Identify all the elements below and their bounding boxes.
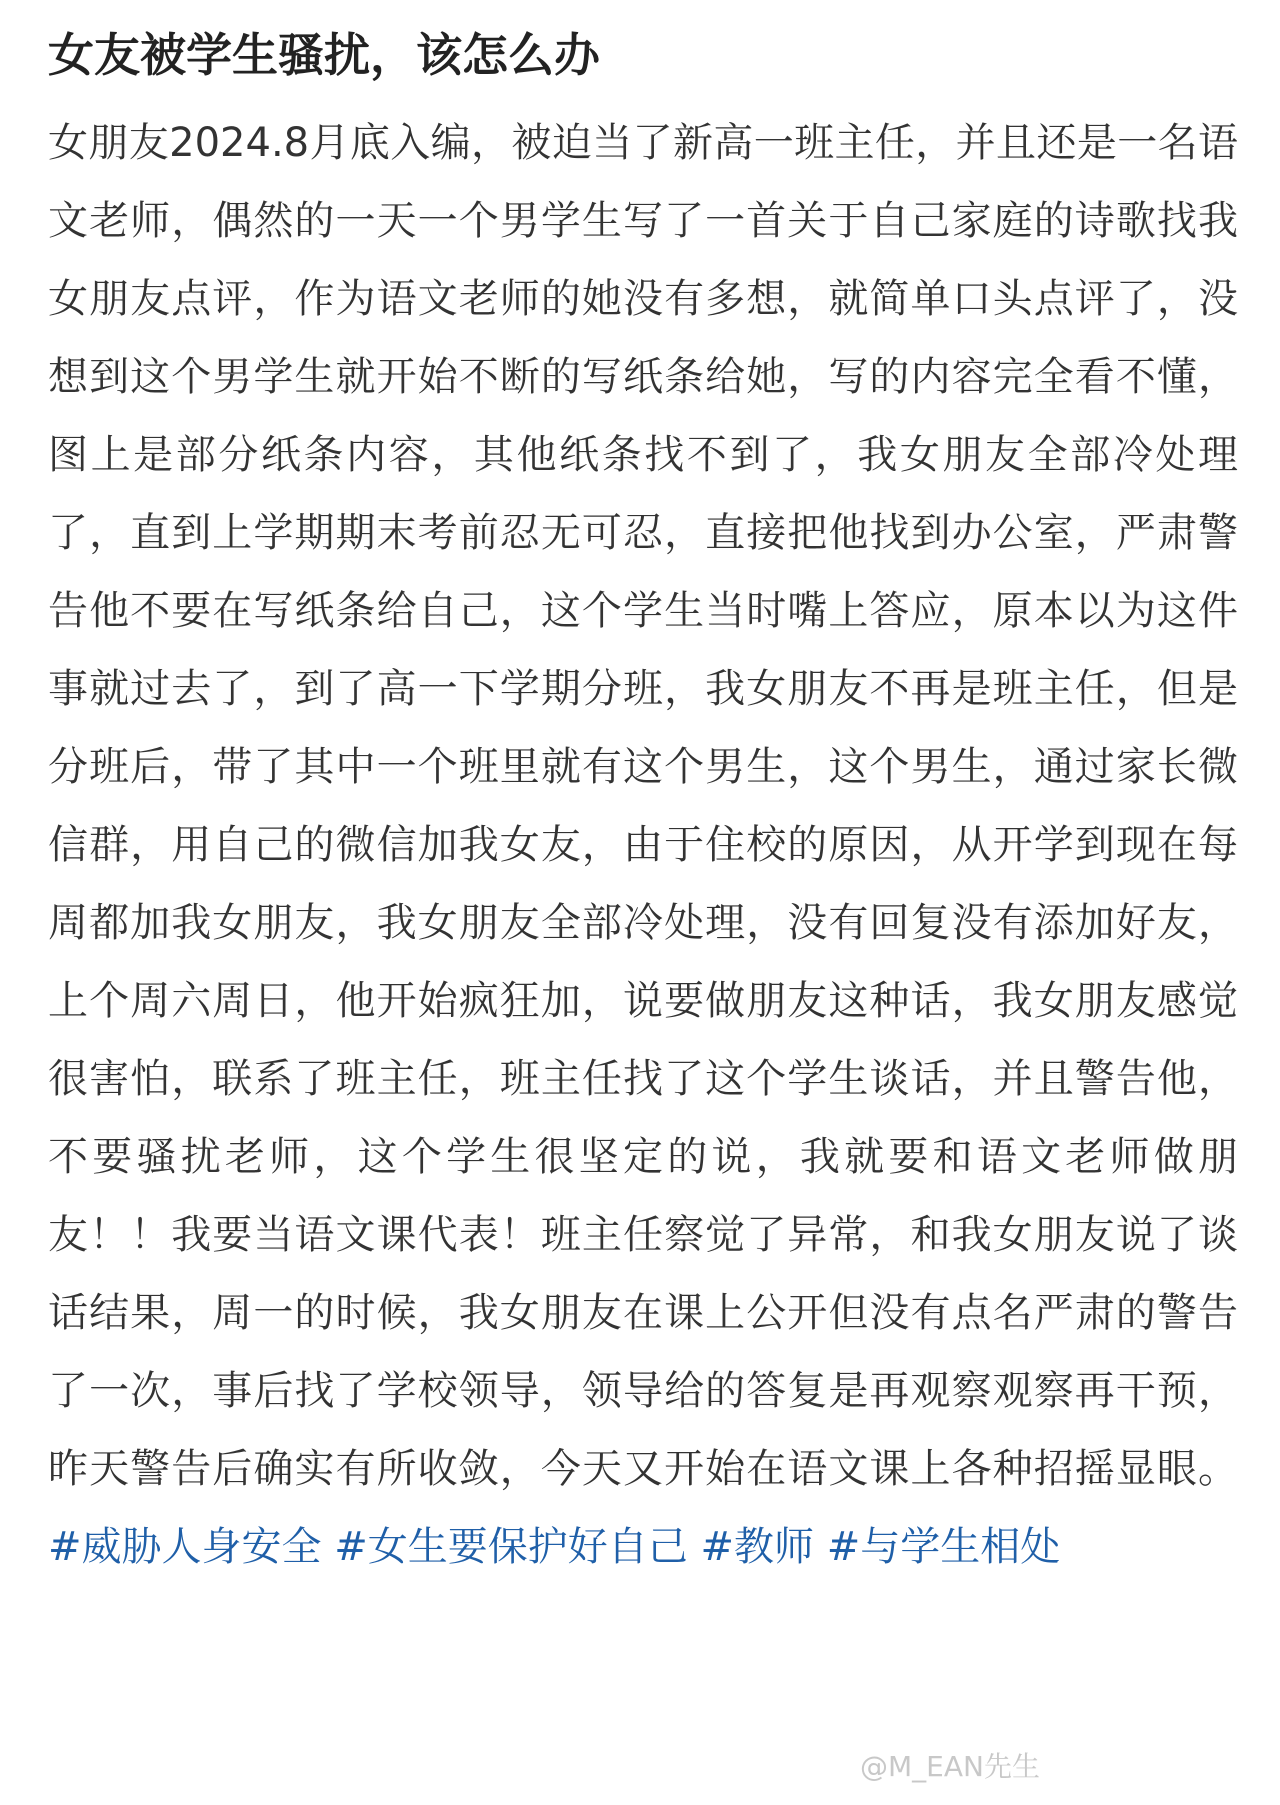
tag-with-students[interactable]: #与学生相处 bbox=[826, 1524, 1061, 1570]
tag-protect-yourself[interactable]: #女生要保护好自己 bbox=[334, 1524, 688, 1570]
tag-threat-safety[interactable]: #威胁人身安全 bbox=[48, 1524, 322, 1570]
tag-teacher[interactable]: #教师 bbox=[700, 1524, 814, 1570]
post-card bbox=[48, 22, 1238, 1586]
post-body-text: 女朋友2024.8月底入编，被迫当了新高一班主任，并且还是一名语文老师，偶然的一天一个男学生写了一首关于自己家庭的诗歌找我女朋友点评，作为语文老师的她没有多想，就简单口头点评了，没想到这个男学生就开始不断的写纸条给她，写的内容完全看不懂，图上是部分纸条内容，其他纸条找不到了，我女朋友全部冷处理了，直到上学期期末考前忍无可忍，直接把他找到办公室，严肃警告他不要在写纸条给自己，这个学生当时嘴上答应，原本以为这件事就过去了，到了高一下学期分班，我女朋友不再是班主任，但是分班后，带了其中一个班里就有这个男生，这个男生，通过家长微信群，用自己的微信加我女友，由于住校的原因，从开学到现在每周都加我女朋友，我女朋友全部冷处理，没有回复没有添加好友，上个周六周日，他开始疯狂加，说要做朋友这种话，我女朋友感觉很害怕，联系了班主任，班主任找了这个学生谈话，并且警告他，不要骚扰老师，这个学生很坚定的说，我就要和语文老师做朋友！！我要当语文课代表！班主任察觉了异常，和我女朋友说了谈话结果，周一的时候，我女朋友在课上公开但没有点名严肃的警告了一次，事后找了学校领导，领导给的答复是再观察观察再干预，昨天警告后确实有所收敛，今天又开始在语文课上各种招摇显眼。 bbox=[48, 120, 1238, 1492]
post-body-container bbox=[48, 104, 1238, 1586]
post-title: 女友被学生骚扰，该怎么办 bbox=[48, 28, 600, 82]
watermark: @M_EAN先生 bbox=[860, 1750, 1040, 1783]
